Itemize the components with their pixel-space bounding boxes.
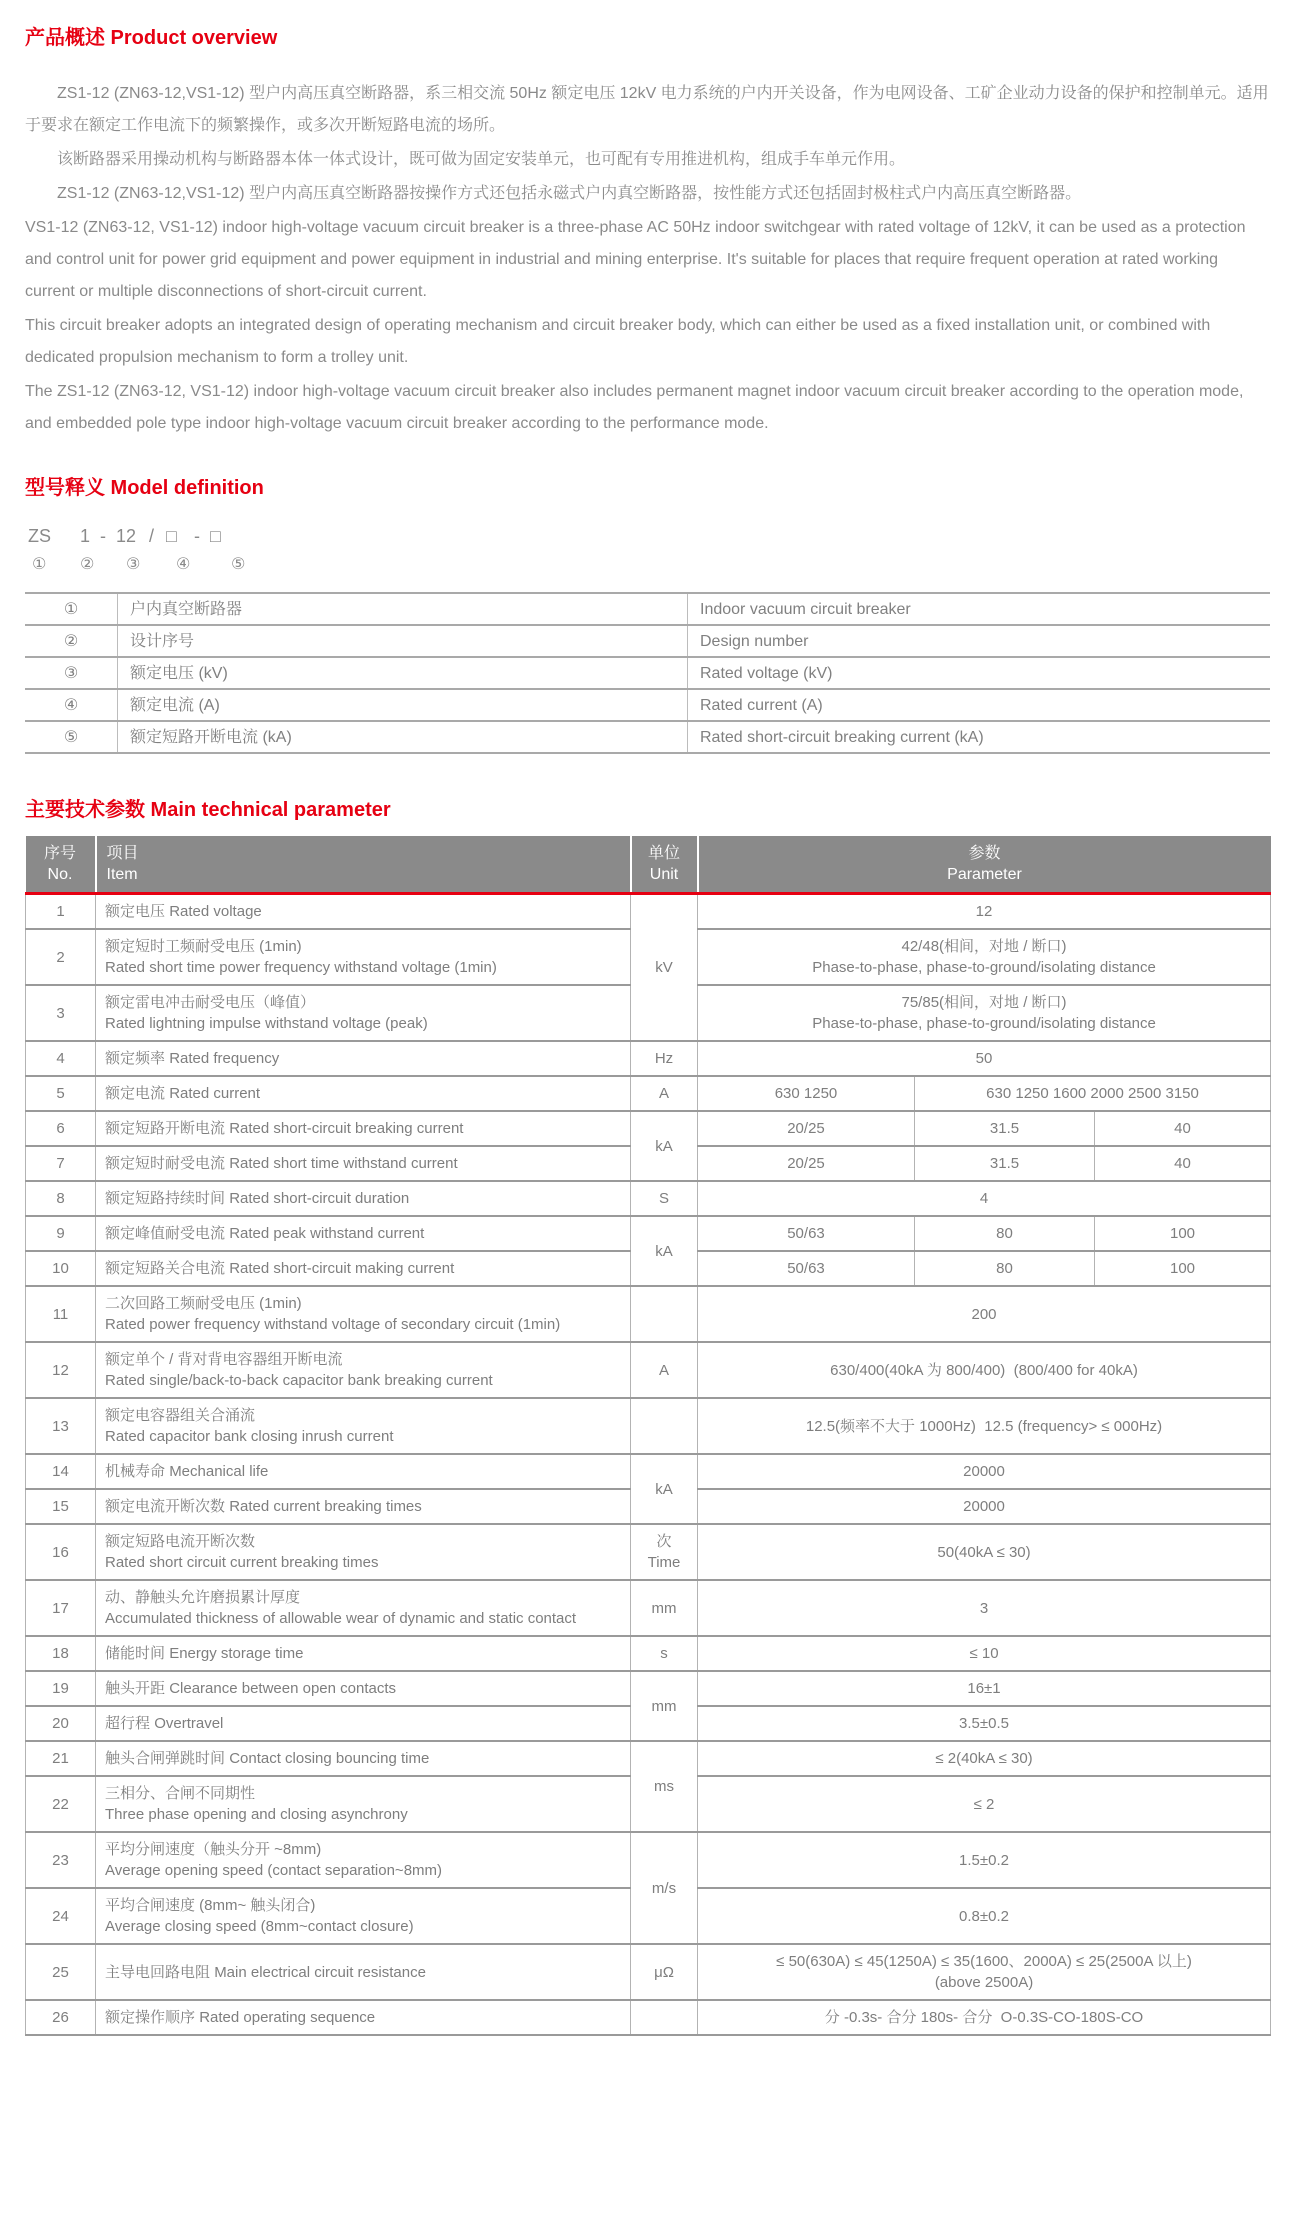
- row-no: 12: [26, 1342, 96, 1398]
- table-row: [26, 1076, 1271, 1111]
- row-value: 1.5±0.2: [698, 1832, 1271, 1888]
- model-code-marker: ①: [32, 556, 47, 573]
- table-row: [26, 1216, 1271, 1251]
- model-row-zh: 户内真空断路器: [118, 593, 688, 625]
- row-unit: S: [631, 1181, 698, 1216]
- table-row: [25, 721, 1270, 753]
- row-item: 额定操作顺序 Rated operating sequence: [96, 2000, 631, 2035]
- row-item: 额定电容器组关合涌流 Rated capacitor bank closing inrush current: [96, 1398, 631, 1454]
- table-row: [26, 1111, 1271, 1146]
- paragraph-en: VS1-12 (ZN63-12, VS1-12) indoor high-voltage vacuum circuit breaker is a three-phase AC 50Hz indoor switchgear with rated voltage of 12kV, it can be used as a protection and control unit for power grid equipment and power equipment in industrial and mining enterprise. It's suitable for places that require frequent operation at rated working current or multiple disconnections of short-circuit current.: [25, 219, 1246, 300]
- table-row: [26, 894, 1271, 930]
- row-unit: A: [631, 1342, 698, 1398]
- row-value: ≤ 2: [698, 1776, 1271, 1832]
- row-item: 平均合闸速度 (8mm~ 触头闭合) Average closing speed (8mm~contact closure): [96, 1888, 631, 1944]
- row-item: 二次回路工频耐受电压 (1min) Rated power frequency withstand voltage of secondary circuit (1min): [96, 1286, 631, 1342]
- table-row: [25, 593, 1270, 625]
- page-title: 产品概述 Product overview: [25, 27, 278, 49]
- row-value: ≤ 10: [698, 1636, 1271, 1671]
- row-no: 17: [26, 1580, 96, 1636]
- header-item: 项目 Item: [96, 836, 631, 894]
- paragraph-zh: ZS1-12 (ZN63-12,VS1-12) 型户内高压真空断路器，系三相交流 50Hz 额定电压 12kV 电力系统的户内开关设备，作为电网设备、工矿企业动力设备的保护和控制单元。适用于要求在额定工作电流下的频繁操作，或多次开断短路电流的场所。: [25, 85, 1269, 134]
- row-no: 15: [26, 1489, 96, 1524]
- row-item: 平均分闸速度（触头分开 ~8mm) Average opening speed (contact separation~8mm): [96, 1832, 631, 1888]
- row-unit: [631, 1398, 698, 1454]
- row-no: 26: [26, 2000, 96, 2035]
- row-value: 100: [1095, 1216, 1271, 1251]
- table-row: [26, 1454, 1271, 1489]
- row-item: 额定短路关合电流 Rated short-circuit making current: [96, 1251, 631, 1286]
- row-value: 40: [1095, 1111, 1271, 1146]
- table-header-row: [26, 836, 1271, 894]
- overview-paragraphs: [25, 78, 1270, 440]
- row-item: 额定短路持续时间 Rated short-circuit duration: [96, 1181, 631, 1216]
- row-value: 50/63: [698, 1251, 915, 1286]
- model-code-part: □: [166, 526, 177, 546]
- model-row-marker: ①: [25, 593, 118, 625]
- table-row: [26, 1342, 1271, 1398]
- row-no: 16: [26, 1524, 96, 1580]
- model-row-marker: ②: [25, 625, 118, 657]
- row-unit: s: [631, 1636, 698, 1671]
- table-row: [26, 1524, 1271, 1580]
- row-no: 22: [26, 1776, 96, 1832]
- row-unit: [631, 2000, 698, 2035]
- row-no: 6: [26, 1111, 96, 1146]
- table-row: [25, 689, 1270, 721]
- row-unit: Hz: [631, 1041, 698, 1076]
- table-row: [26, 1741, 1271, 1776]
- model-code-part: ZS: [28, 526, 52, 546]
- row-no: 11: [26, 1286, 96, 1342]
- row-value: 200: [698, 1286, 1271, 1342]
- model-code-part: -: [100, 526, 106, 546]
- table-row: [25, 657, 1270, 689]
- row-no: 18: [26, 1636, 96, 1671]
- row-unit: m/s: [631, 1832, 698, 1944]
- row-item: 额定短路电流开断次数 Rated short circuit current breaking times: [96, 1524, 631, 1580]
- row-value: 12: [698, 894, 1271, 930]
- model-code-diagram: [25, 524, 1270, 584]
- row-value: 31.5: [915, 1146, 1095, 1181]
- row-no: 2: [26, 929, 96, 985]
- model-row-zh: 额定电流 (A): [118, 689, 688, 721]
- model-code-marker: ②: [80, 556, 95, 573]
- row-value: ≤ 2(40kA ≤ 30): [698, 1741, 1271, 1776]
- row-item: 触头开距 Clearance between open contacts: [96, 1671, 631, 1706]
- row-unit: 次 Time: [631, 1524, 698, 1580]
- row-item: 超行程 Overtravel: [96, 1706, 631, 1741]
- row-no: 19: [26, 1671, 96, 1706]
- row-no: 9: [26, 1216, 96, 1251]
- row-no: 20: [26, 1706, 96, 1741]
- paragraph-en: The ZS1-12 (ZN63-12, VS1-12) indoor high-voltage vacuum circuit breaker also includes permanent magnet indoor vacuum circuit breaker according to the operation mode, and embedded pole type indoor high-voltage vacuum circuit breaker according to the performance mode.: [25, 383, 1244, 432]
- model-code-part: -: [194, 526, 200, 546]
- model-definition-table: [25, 592, 1270, 754]
- row-value: 40: [1095, 1146, 1271, 1181]
- row-value: 20000: [698, 1489, 1271, 1524]
- row-item: 额定电流开断次数 Rated current breaking times: [96, 1489, 631, 1524]
- header-unit: 单位 Unit: [631, 836, 698, 894]
- model-row-en: Design number: [688, 625, 1271, 657]
- row-value: 20/25: [698, 1146, 915, 1181]
- table-row: [25, 625, 1270, 657]
- row-no: 23: [26, 1832, 96, 1888]
- row-value: 50/63: [698, 1216, 915, 1251]
- model-code-part: 1: [80, 526, 91, 546]
- row-unit: kV: [631, 894, 698, 1042]
- row-no: 4: [26, 1041, 96, 1076]
- table-row: [26, 1580, 1271, 1636]
- row-item: 额定单个 / 背对背电容器组开断电流 Rated single/back-to-back capacitor bank breaking current: [96, 1342, 631, 1398]
- model-row-zh: 额定短路开断电流 (kA): [118, 721, 688, 753]
- technical-parameter-section: [25, 798, 1270, 2036]
- row-unit: ms: [631, 1741, 698, 1832]
- model-code-part: /: [149, 526, 155, 546]
- row-no: 25: [26, 1944, 96, 2000]
- table-row: [26, 1944, 1271, 2000]
- row-no: 3: [26, 985, 96, 1041]
- row-item: 机械寿命 Mechanical life: [96, 1454, 631, 1489]
- row-no: 10: [26, 1251, 96, 1286]
- row-value: 20/25: [698, 1111, 915, 1146]
- model-row-en: Rated current (A): [688, 689, 1271, 721]
- row-value: 80: [915, 1251, 1095, 1286]
- row-item: 额定雷电冲击耐受电压（峰值） Rated lightning impulse withstand voltage (peak): [96, 985, 631, 1041]
- model-row-zh: 额定电压 (kV): [118, 657, 688, 689]
- row-value: 0.8±0.2: [698, 1888, 1271, 1944]
- row-item: 储能时间 Energy storage time: [96, 1636, 631, 1671]
- row-value: 100: [1095, 1251, 1271, 1286]
- row-unit: mm: [631, 1580, 698, 1636]
- row-value: 630 1250: [698, 1076, 915, 1111]
- table-row: [26, 1671, 1271, 1706]
- row-item: 额定频率 Rated frequency: [96, 1041, 631, 1076]
- table-row: [26, 1832, 1271, 1888]
- model-row-marker: ⑤: [25, 721, 118, 753]
- row-no: 5: [26, 1076, 96, 1111]
- row-value: 3.5±0.5: [698, 1706, 1271, 1741]
- model-code-part: 12: [116, 526, 137, 546]
- row-value: 16±1: [698, 1671, 1271, 1706]
- model-row-zh: 设计序号: [118, 625, 688, 657]
- table-row: [26, 1181, 1271, 1216]
- row-unit: kA: [631, 1111, 698, 1181]
- row-no: 24: [26, 1888, 96, 1944]
- row-item: 额定峰值耐受电流 Rated peak withstand current: [96, 1216, 631, 1251]
- row-value: 42/48(相间，对地 / 断口) Phase-to-phase, phase-to-ground/isolating distance: [698, 929, 1271, 985]
- row-unit: A: [631, 1076, 698, 1111]
- table-row: [26, 2000, 1271, 2035]
- row-value: ≤ 50(630A) ≤ 45(1250A) ≤ 35(1600、2000A) ≤ 25(2500A 以上) (above 2500A): [698, 1944, 1271, 2000]
- row-no: 1: [26, 894, 96, 930]
- row-no: 21: [26, 1741, 96, 1776]
- header-parameter: 参数 Parameter: [698, 836, 1271, 894]
- row-item: 三相分、合闸不同期性 Three phase opening and closing asynchrony: [96, 1776, 631, 1832]
- row-unit: kA: [631, 1454, 698, 1524]
- row-value: 4: [698, 1181, 1271, 1216]
- row-item: 额定短路开断电流 Rated short-circuit breaking current: [96, 1111, 631, 1146]
- row-no: 8: [26, 1181, 96, 1216]
- row-no: 7: [26, 1146, 96, 1181]
- table-row: [26, 1286, 1271, 1342]
- row-value: 630/400(40kA 为 800/400) (800/400 for 40kA): [698, 1342, 1271, 1398]
- model-code-marker: ④: [176, 556, 191, 573]
- model-code-marker: ⑤: [231, 556, 246, 573]
- row-no: 13: [26, 1398, 96, 1454]
- model-row-marker: ③: [25, 657, 118, 689]
- row-item: 额定电流 Rated current: [96, 1076, 631, 1111]
- row-value: 12.5(频率不大于 1000Hz) 12.5 (frequency> ≤ 000Hz): [698, 1398, 1271, 1454]
- row-item: 主导电回路电阻 Main electrical circuit resistance: [96, 1944, 631, 2000]
- row-unit: [631, 1286, 698, 1342]
- model-code-part: □: [210, 526, 221, 546]
- model-definition-section: [25, 476, 1270, 754]
- row-value: 20000: [698, 1454, 1271, 1489]
- row-value: 50(40kA ≤ 30): [698, 1524, 1271, 1580]
- section-title: 主要技术参数 Main technical parameter: [25, 799, 391, 821]
- row-value: 50: [698, 1041, 1271, 1076]
- table-row: [26, 1636, 1271, 1671]
- table-row: [26, 1041, 1271, 1076]
- row-item: 额定短时耐受电流 Rated short time withstand current: [96, 1146, 631, 1181]
- table-row: [26, 1398, 1271, 1454]
- row-item: 额定短时工频耐受电压 (1min) Rated short time power frequency withstand voltage (1min): [96, 929, 631, 985]
- row-value: 31.5: [915, 1111, 1095, 1146]
- row-unit: kA: [631, 1216, 698, 1286]
- technical-parameter-table: [25, 836, 1271, 2036]
- row-item: 触头合闸弹跳时间 Contact closing bouncing time: [96, 1741, 631, 1776]
- paragraph-zh: 该断路器采用操动机构与断路器本体一体式设计，既可做为固定安装单元，也可配有专用推进机构，组成手车单元作用。: [57, 151, 906, 168]
- row-unit: μΩ: [631, 1944, 698, 2000]
- model-row-en: Indoor vacuum circuit breaker: [688, 593, 1271, 625]
- row-item: 动、静触头允许磨损累计厚度 Accumulated thickness of allowable wear of dynamic and static contact: [96, 1580, 631, 1636]
- row-value: 630 1250 1600 2000 2500 3150: [915, 1076, 1271, 1111]
- row-value: 分 -0.3s- 合分 180s- 合分 O-0.3S-CO-180S-CO: [698, 2000, 1271, 2035]
- model-row-en: Rated voltage (kV): [688, 657, 1271, 689]
- row-value: 75/85(相间，对地 / 断口) Phase-to-phase, phase-to-ground/isolating distance: [698, 985, 1271, 1041]
- model-code-marker: ③: [126, 556, 141, 573]
- row-item: 额定电压 Rated voltage: [96, 894, 631, 930]
- paragraph-en: This circuit breaker adopts an integrated design of operating mechanism and circuit breaker body, which can either be used as a fixed installation unit, or combined with dedicated propulsion mechanism to form a trolley unit.: [25, 317, 1211, 366]
- section-title: 型号释义 Model definition: [25, 477, 264, 499]
- header-no: 序号 No.: [26, 836, 96, 894]
- row-value: 80: [915, 1216, 1095, 1251]
- row-value: 3: [698, 1580, 1271, 1636]
- model-row-en: Rated short-circuit breaking current (kA): [688, 721, 1271, 753]
- paragraph-zh: ZS1-12 (ZN63-12,VS1-12) 型户内高压真空断路器按操作方式还包括永磁式户内真空断路器，按性能方式还包括固封极柱式户内高压真空断路器。: [57, 185, 1082, 202]
- model-row-marker: ④: [25, 689, 118, 721]
- document-page: [25, 0, 1270, 2036]
- row-unit: mm: [631, 1671, 698, 1741]
- row-no: 14: [26, 1454, 96, 1489]
